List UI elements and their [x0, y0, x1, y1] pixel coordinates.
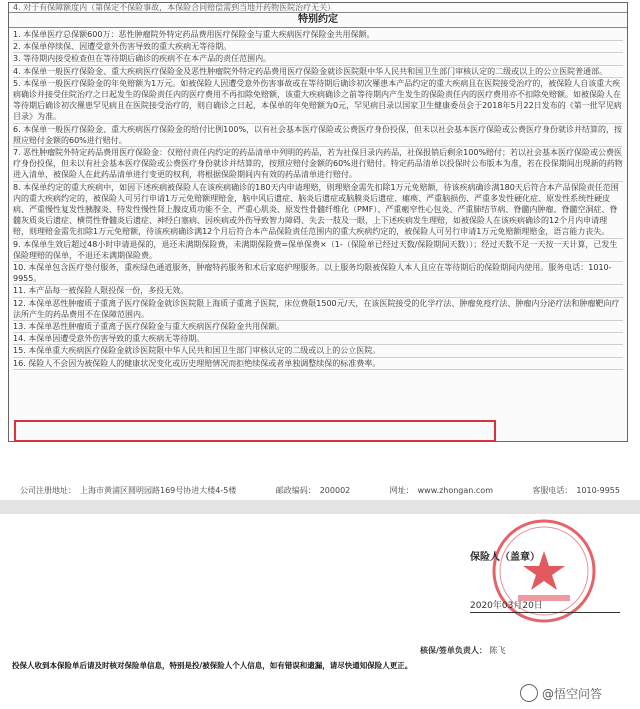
clause-item: 6. 本保单一般医疗保险金、重大疾病医疗保险金的给付比例100%，以有社会基本医疗保险或公费医疗身份投保，但未以社会基本医疗保险或公费医疗身份就诊并结算的，按照应赔付金额的60%进行赔付。: [13, 124, 623, 147]
approver-name: 陈飞: [489, 646, 506, 655]
approver: [420, 645, 505, 656]
watermark-text: @悟空问答: [542, 686, 603, 701]
page-separator: [0, 500, 640, 514]
highlight-box: [14, 420, 496, 442]
clause-item: 3. 等待期内接受检查但在等待期后确诊的疾病不在本产品的责任范围内。: [13, 53, 623, 65]
company-footer: [20, 485, 620, 496]
notice-text: 投保人收到本保险单后请及时核对保险单信息，特别是投/被保险人个人信息，如有错误和遗漏，请尽快通知保险人更正。: [12, 661, 413, 670]
clause-item: 12. 本保单恶性肿瘤质子重离子医疗保险金就诊医院限上海质子重离子医院，床位费限1500元/天，在该医院接受的化学疗法、肿瘤免疫疗法、肿瘤内分泌疗法和肿瘤靶向疗法所产生的药品费用不在保障范围内。: [13, 298, 623, 321]
postcode: 邮政编码： 200002: [275, 486, 351, 495]
clause-item: 8. 本保单约定的重大疾病中，如因下述疾病被保险人在该疾病确诊的180天内申请理赔，则理赔金需先扣除1万元免赔额，待该疾病确诊满180天后符合本产品保险责任范围内的重大疾病约定的，被保险人可另行申请1万元免赔额理赔金，脑中风后遗症、脑炎后遗症或脑膜炎后遗症、瘫痪、严重脑损伤、严重多发性硬化症、原发性系统性硬皮病、严重慢性复发性胰腺炎、特发性慢性肾上腺皮质功能不全、严重心肌炎、原发性骨髓纤维化（PMF）、严重瘢窄性心包炎、严重肺结节病、脊髓内肿瘤、脊髓空洞症、脊髓灰质炎后遗症、横贯性脊髓炎后遗症、神经白塞病、因疾病或外伤导致智力障碍、失去一肢及一眼，上下述疾病发生理赔，如被保险人在该疾病确诊的12个月内申请理赔，则理赔金需先扣除1万元免赔额，待该疾病确诊满12个月后符合本产品保险责任范围内的重大疾病约定的，被保险人可另行申请1万元免赔额理赔金，语言能力丧失。: [13, 182, 623, 239]
clause-item: 14. 本保单因遭受意外伤害导致的重大疾病无等待期。: [13, 333, 623, 345]
clause-item: 10. 本保单包含医疗垫付服务，重疾绿色通道服务，肿瘤特药服务和术后家庭护理服务。以上服务均限被保险人本人且应在等待期后的保险期间内使用。服务电话：1010-9955。: [13, 262, 623, 285]
clause-item: 9. 本保单生效后超过48小时申请退保的，退还未满期保险费，未满期保险费=保单保费×（1-（保险单已经过天数/保险期间天数））；经过天数不足一天按一天计算，已发生保险理赔的保单，不退还未满期保险费。: [13, 239, 623, 262]
website: 网址： www.zhongan.com: [389, 486, 493, 495]
clause-item: 11. 本产品每一被保险人限投保一份，多投无效。: [13, 285, 623, 297]
clause-item: 2. 本保单停续保、因遭受意外伤害导致的重大疾病无等待期。: [13, 41, 623, 53]
watermark: [520, 684, 602, 702]
clause-item-highlighted: 16. 保险人不会因为被保险人的健康状况变化或历史理赔情况而拒绝续保或者单独调整续保的标准费率。: [13, 358, 623, 370]
clause-item: 1. 本保单医疗总保额600万：恶性肿瘤院外特定药品费用医疗保险金与重大疾病医疗保险金共用保额。: [13, 29, 623, 41]
clause-item: 7. 恶性肿瘤院外特定药品费用医疗保险金：仅赔付责任内约定的药品清单中列明的药品，若为社保目录内药品，社保报销后剩余100%赔付；若以社会基本医疗保险或公费医疗身份投保，但未以有社会基本医疗保险或公费医疗身份就诊并结算的，按照应赔付金额的60%进行赔付。特定药品清单以投保时公布版本为准，若在投保期间出现新的药物进入清单，被保险人在此药品清单进行变更的权利，将根据保险期间内有效的药品清单进行赔付。: [13, 147, 623, 182]
approver-label: 核保/签单负责人：: [420, 646, 487, 655]
wukong-logo-icon: [520, 684, 538, 702]
clause-item: 15. 本保单重大疾病医疗保险金就诊医院限中华人民共和国卫生部门审核认定的二级或以上的公立医院。: [13, 345, 623, 357]
clause-item: 13. 本保单恶性肿瘤质子重离子医疗保险金与重大疾病医疗保险金共用保额。: [13, 321, 623, 333]
top-text: 4. 对于有保障额度内（第保定不保险事故，本保险合同赔偿需到当地开药物医院治疗无关）: [9, 3, 627, 13]
insurer-label: 保险人（盖章）: [470, 552, 540, 563]
sign-date: 2020年03月20日: [470, 601, 543, 611]
clause-list: [9, 28, 627, 371]
hotline: 客服电话： 1010-9955: [532, 486, 620, 495]
section-title: 特别约定: [9, 13, 627, 28]
clause-item: 4. 本保单一般医疗保险金、重大疾病医疗保险金及恶性肿瘤院外特定药品费用医疗保险金就诊医院限中华人民共和国卫生部门审核认定的二级或以上的公立医院普通部。: [13, 66, 623, 78]
clause-item: 5. 本保单一般医疗保险金的年免赔额为1万元。如被保险人因遭受意外伤害事故或在等待期后确诊初次罹患本产品约定的重大疾病且在医院接受治疗的，被保险人自该重大疾病确诊并接受住院治疗之日起发生的保险责任内的医疗费用不再扣除免赔额，该重大疾病确诊之前等待期内产生发生的保险责任内的医疗费用亦不扣除免赔额。如被保险人在等待期后确诊初次罹患罕见病且在医院接受治疗的，则自确诊之日起，本保单的年免赔额为0元，罕见病目录以国家卫生健康委员会于2018年5月22日发布的《第一批罕见病目录》为准。: [13, 78, 623, 124]
policy-document: [8, 2, 628, 442]
company-address: 公司注册地址： 上海市黄浦区圆明园路169号协进大楼4-5楼: [20, 486, 237, 495]
signature-line: [470, 612, 620, 613]
